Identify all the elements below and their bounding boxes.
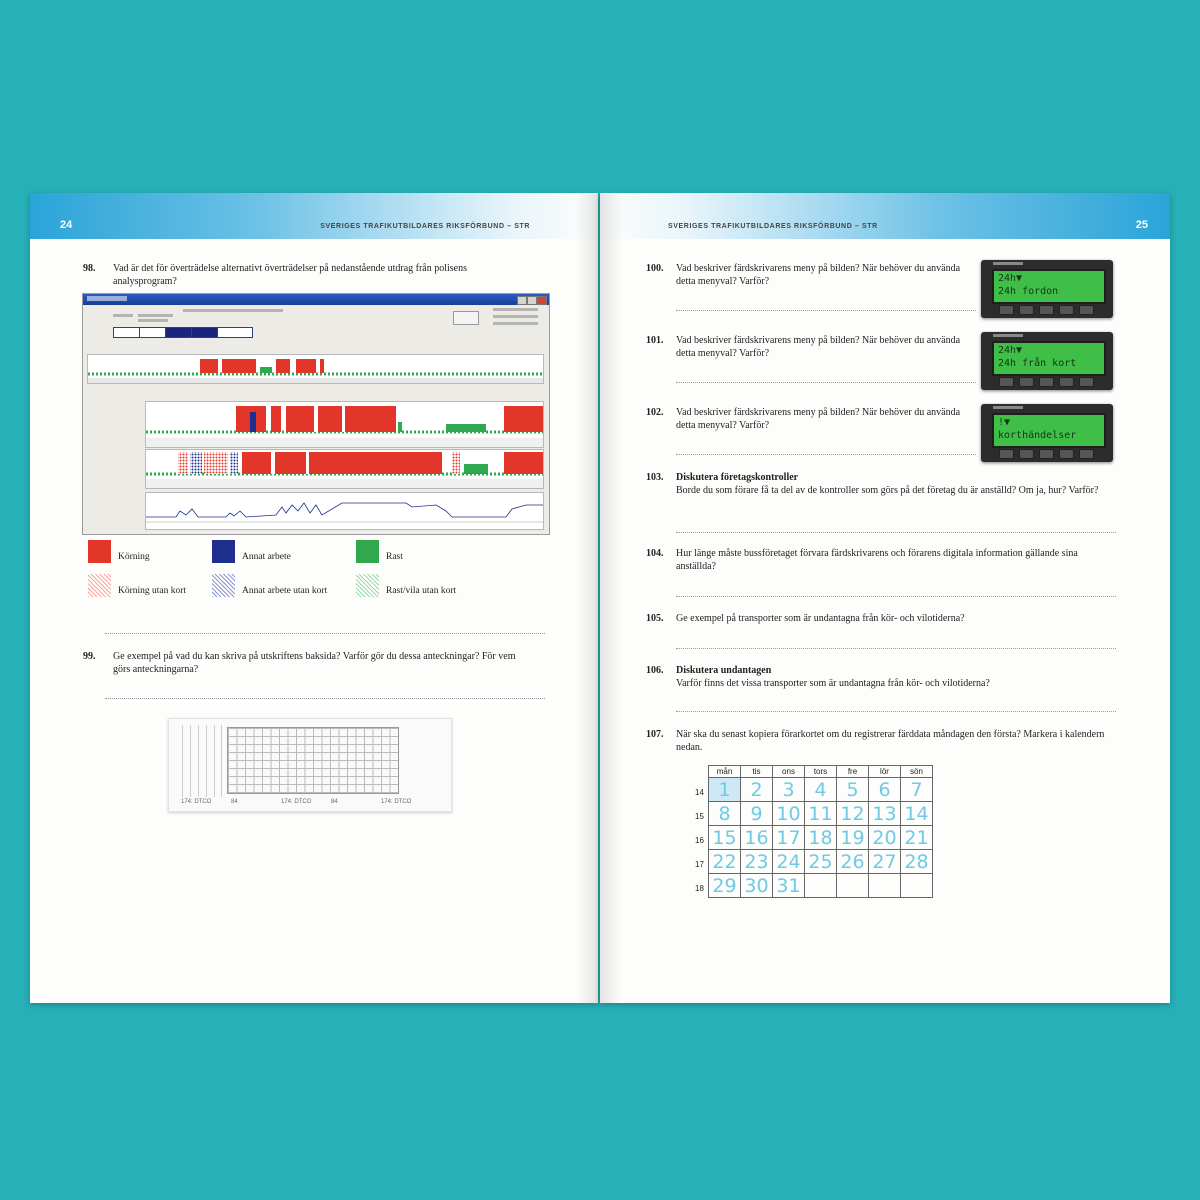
vehicle-activity-bars [146, 450, 543, 488]
calendar-day[interactable]: 24 [773, 850, 805, 874]
question-text: Vad beskriver färdskrivarens meny på bilden? När behöver du använda detta menyval? Varför? [676, 407, 961, 431]
menu-button-down [1039, 377, 1054, 387]
calendar-day[interactable]: 25 [805, 850, 837, 874]
calendar-day[interactable]: 9 [741, 802, 773, 826]
menu-button-back [999, 377, 1014, 387]
question-99 [83, 651, 533, 676]
left-page [30, 193, 598, 1003]
answer-line[interactable] [105, 633, 545, 634]
calendar-day[interactable]: 3 [773, 778, 805, 802]
menu-button-ok [1059, 449, 1074, 459]
calendar-day[interactable]: 14 [901, 802, 933, 826]
calendar-day[interactable]: 19 [837, 826, 869, 850]
menu-button-up [1019, 305, 1034, 315]
answer-line[interactable] [676, 532, 1116, 533]
calendar-day[interactable]: 4 [805, 778, 837, 802]
calendar-day[interactable]: 20 [869, 826, 901, 850]
question-100 [646, 263, 976, 288]
calendar-day[interactable]: 28 [901, 850, 933, 874]
menu-button-up [1019, 377, 1034, 387]
stub-tag: 84 [231, 799, 238, 805]
printout-stub [168, 718, 452, 812]
speed-chart [145, 492, 544, 530]
lcd-line-1: 24h▼ [998, 273, 1023, 284]
question-text: Borde du som förare få ta del av de kontroller som görs på det företag du är anställd? Om ja, hur? Varför? [676, 484, 1099, 496]
screenshot-tab [217, 327, 253, 338]
legend-label: Körning utan kort [118, 586, 187, 596]
screenshot-tab [191, 327, 218, 338]
calendar-day[interactable]: 12 [837, 802, 869, 826]
calendar-day[interactable]: 18 [805, 826, 837, 850]
calendar-day[interactable]: 2 [741, 778, 773, 802]
day-header: mån [709, 766, 741, 778]
menu-button-back [999, 305, 1014, 315]
calendar-day[interactable]: 7 [901, 778, 933, 802]
screenshot-tab [139, 327, 166, 338]
minimize-icon [517, 296, 527, 305]
calendar-day-highlighted[interactable]: 1 [709, 778, 741, 802]
timeline-overview [87, 354, 544, 384]
question-number: 100. [646, 263, 664, 274]
stub-tag: 174: DTCO [381, 799, 412, 805]
calendar-day[interactable]: 26 [837, 850, 869, 874]
brand-plate [993, 262, 1023, 265]
menu-button-ok [1059, 377, 1074, 387]
running-header: SVERIGES TRAFIKUTBILDARES RIKSFÖRBUND – STR [668, 223, 878, 230]
calendar [708, 765, 933, 898]
tachograph-display [981, 332, 1113, 390]
menu-button-ok [1059, 305, 1074, 315]
day-header: tors [805, 766, 837, 778]
legend-swatch-solid-green [356, 540, 379, 563]
calendar-day-empty [869, 874, 901, 898]
answer-line[interactable] [676, 596, 1116, 597]
legend-label: Körning [118, 552, 150, 562]
running-header: SVERIGES TRAFIKUTBILDARES RIKSFÖRBUND – STR [320, 223, 530, 230]
calendar-header-row [709, 766, 933, 778]
day-header: lör [869, 766, 901, 778]
week-number: 15 [695, 812, 704, 821]
calendar-week-row [709, 874, 933, 898]
calendar-week-row [709, 826, 933, 850]
legend-swatch-solid-blue [212, 540, 235, 563]
calendar-day[interactable]: 23 [741, 850, 773, 874]
day-header: tis [741, 766, 773, 778]
blurred-text [138, 319, 168, 322]
question-title: Diskutera undantagen [676, 665, 772, 676]
blurred-text [113, 314, 133, 317]
week-number: 14 [695, 788, 704, 797]
lcd-line-2: 24h fordon [998, 286, 1059, 297]
calendar-week-row [709, 778, 933, 802]
calendar-week-row [709, 850, 933, 874]
page-number: 25 [1135, 219, 1148, 231]
maximize-icon [527, 296, 537, 305]
activity-legend [88, 540, 508, 610]
vehicle-activity-chart [145, 449, 544, 489]
legend-label: Annat arbete utan kort [242, 586, 328, 596]
analysis-program-screenshot [82, 293, 550, 535]
calendar-week-row [709, 802, 933, 826]
blurred-text [138, 314, 173, 317]
lcd-line-2: korthändelser [998, 430, 1077, 441]
question-101 [646, 335, 976, 360]
lcd-line-1: 24h▼ [998, 345, 1023, 356]
tachograph-display [981, 404, 1113, 462]
answer-line[interactable] [676, 648, 1116, 649]
brand-plate [993, 406, 1023, 409]
question-text: Varför finns det vissa transporter som är undantagna från kör- och vilotiderna? [676, 677, 990, 689]
question-text: Vad beskriver färdskrivarens meny på bilden? När behöver du använda detta menyval? Varför? [676, 263, 961, 287]
question-number: 103. [646, 472, 664, 483]
blurred-text [493, 322, 538, 325]
answer-line[interactable] [105, 698, 545, 699]
calendar-day[interactable]: 5 [837, 778, 869, 802]
day-header: ons [773, 766, 805, 778]
day-header: fre [837, 766, 869, 778]
legend-swatch-solid-red [88, 540, 111, 563]
menu-button-escape [1079, 449, 1094, 459]
question-text: Vad beskriver färdskrivarens meny på bilden? När behöver du använda detta menyval? Varför? [676, 335, 961, 359]
calendar-day[interactable]: 22 [709, 850, 741, 874]
stub-tag: 174: DTCO [281, 799, 312, 805]
blurred-text [183, 309, 283, 312]
stub-grid [227, 727, 399, 794]
question-102 [646, 407, 976, 432]
legend-label: Annat arbete [242, 552, 291, 562]
question-106 [646, 665, 1116, 690]
calendar-day[interactable]: 10 [773, 802, 805, 826]
page-gutter-shadow [600, 193, 622, 1003]
question-text: Ge exempel på transporter som är undantagna från kör- och vilotiderna? [676, 613, 965, 624]
page-header-band [30, 193, 598, 239]
driver-activity-bars [146, 402, 543, 447]
driver-activity-chart [145, 401, 544, 448]
question-text: Ge exempel på vad du kan skriva på utskriftens baksida? Varför gör du dessa anteckningar? För vem görs anteckningarna? [113, 651, 516, 675]
screenshot-titlebar [83, 294, 549, 305]
calendar-day[interactable]: 31 [773, 874, 805, 898]
calendar-day[interactable]: 6 [869, 778, 901, 802]
answer-line[interactable] [676, 711, 1116, 712]
calendar-day[interactable]: 21 [901, 826, 933, 850]
question-text: Vad är det för överträdelse alternativt överträdelser på nedanstående utdrag från polisens analysprogram? [113, 263, 468, 287]
stub-tag: 174: DTCO [181, 799, 212, 805]
calendar-day-empty [805, 874, 837, 898]
question-text: Hur länge måste bussföretaget förvara färdskrivarens och förarens digitala information gällande sina anställda? [676, 548, 1078, 572]
question-number: 98. [83, 263, 96, 274]
question-number: 106. [646, 665, 664, 676]
week-number: 17 [695, 860, 704, 869]
question-105 [646, 613, 1116, 626]
screenshot-tab [113, 327, 140, 338]
calendar-day-empty [837, 874, 869, 898]
question-98 [83, 263, 503, 288]
brand-plate [993, 334, 1023, 337]
calendar-day[interactable]: 30 [741, 874, 773, 898]
menu-button-escape [1079, 377, 1094, 387]
calendar-day[interactable]: 29 [709, 874, 741, 898]
right-page [600, 193, 1170, 1003]
legend-swatch-hatched-blue [212, 574, 235, 597]
page-header-band [600, 193, 1170, 239]
close-icon [537, 296, 547, 305]
menu-button-up [1019, 449, 1034, 459]
menu-button-down [1039, 449, 1054, 459]
question-107 [646, 729, 1116, 754]
blurred-text [493, 315, 538, 318]
menu-button-back [999, 449, 1014, 459]
day-header: sön [901, 766, 933, 778]
lcd-screen [992, 269, 1106, 304]
screenshot-button [453, 311, 479, 325]
screenshot-tab-active [165, 327, 192, 338]
lcd-screen [992, 341, 1106, 376]
question-number: 99. [83, 651, 96, 662]
question-number: 105. [646, 613, 664, 624]
lcd-line-2: 24h från kort [998, 358, 1077, 369]
question-104 [646, 548, 1116, 573]
tachograph-display [981, 260, 1113, 318]
page-gutter-shadow [576, 193, 598, 1003]
blurred-text [493, 308, 538, 311]
answer-line[interactable] [676, 454, 976, 455]
answer-line[interactable] [676, 382, 976, 383]
calendar-day[interactable]: 11 [805, 802, 837, 826]
calendar-day[interactable]: 16 [741, 826, 773, 850]
calendar-day[interactable]: 13 [869, 802, 901, 826]
question-103 [646, 472, 1116, 497]
stub-write-lines [175, 725, 222, 797]
legend-label: Rast/vila utan kort [386, 586, 457, 596]
page-number: 24 [60, 219, 73, 231]
question-text: När ska du senast kopiera förarkortet om du registrerar färddata måndagen den första? Markera i kalendern nedan. [676, 729, 1105, 753]
calendar-day[interactable]: 15 [709, 826, 741, 850]
calendar-day[interactable]: 17 [773, 826, 805, 850]
timeline-overview-bars [88, 355, 543, 383]
menu-button-escape [1079, 305, 1094, 315]
legend-label: Rast [386, 552, 403, 562]
question-title: Diskutera företagskontroller [676, 472, 799, 483]
legend-swatch-hatched-red [88, 574, 111, 597]
answer-line[interactable] [676, 310, 976, 311]
menu-button-down [1039, 305, 1054, 315]
question-number: 102. [646, 407, 664, 418]
question-number: 101. [646, 335, 664, 346]
speed-line [146, 493, 543, 529]
calendar-day[interactable]: 27 [869, 850, 901, 874]
question-number: 104. [646, 548, 664, 559]
calendar-day-empty [901, 874, 933, 898]
legend-swatch-hatched-green [356, 574, 379, 597]
lcd-screen [992, 413, 1106, 448]
question-number: 107. [646, 729, 664, 740]
week-number: 16 [695, 836, 704, 845]
lcd-line-1: !▼ [998, 417, 1011, 428]
week-number: 18 [695, 884, 704, 893]
calendar-day[interactable]: 8 [709, 802, 741, 826]
stub-tag: 84 [331, 799, 338, 805]
